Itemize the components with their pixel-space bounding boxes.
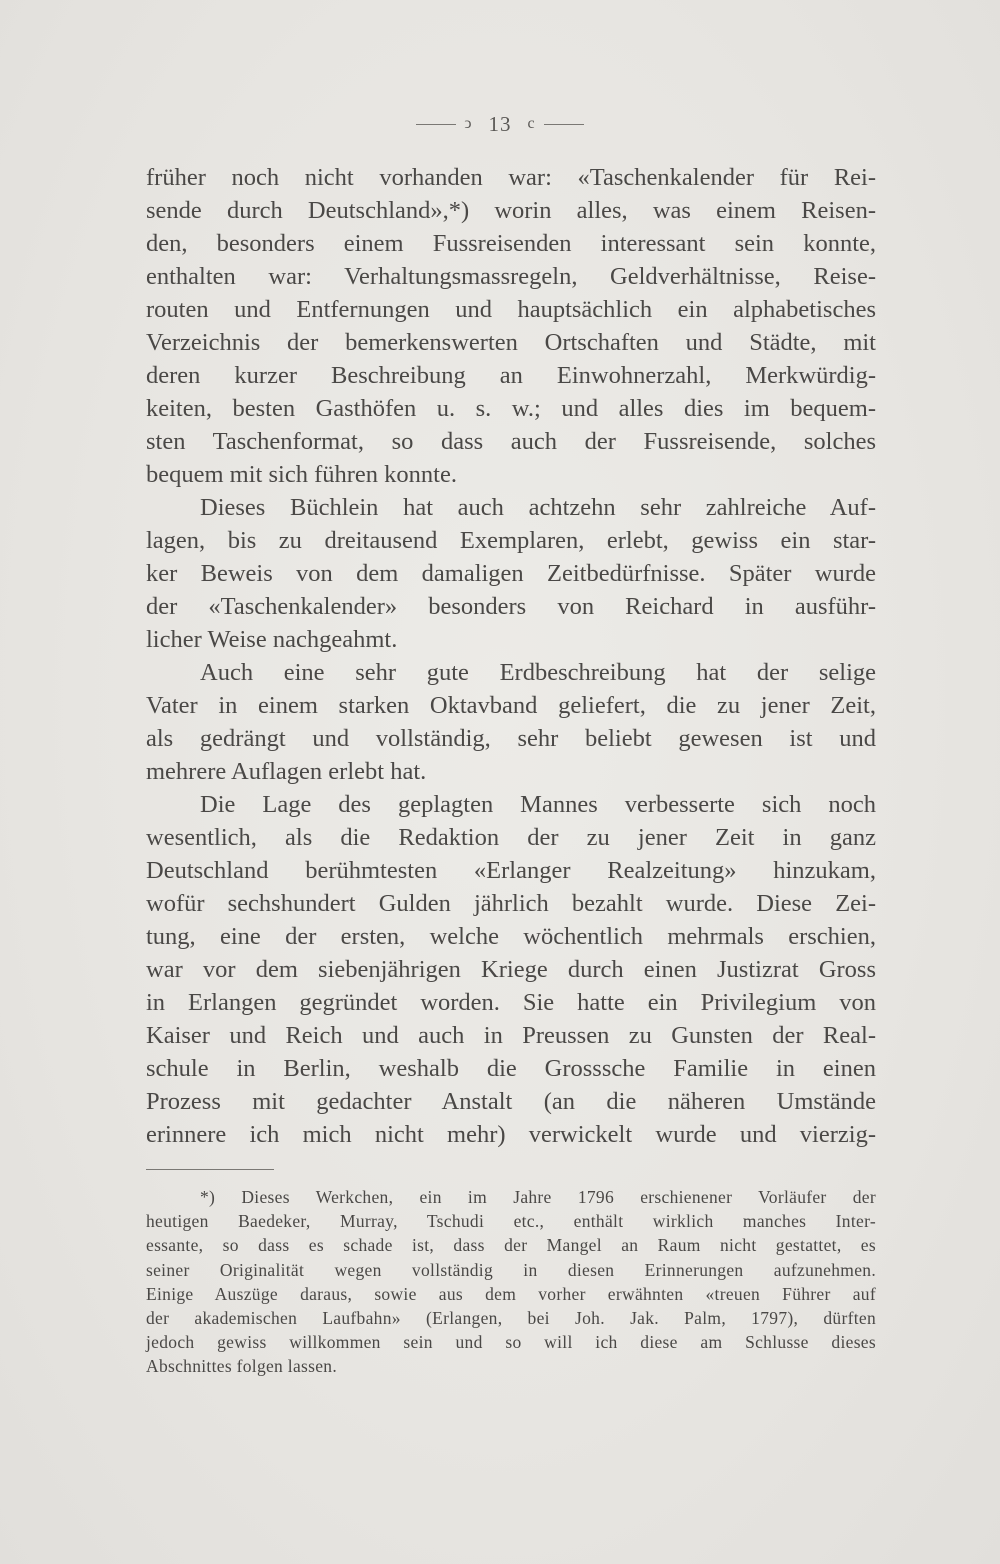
footnote-separator (146, 1169, 274, 1170)
text-line: schule in Berlin, weshalb die Grosssche Familie in einen (146, 1055, 876, 1082)
text-line: mehrere Auflagen erlebt hat. (146, 758, 427, 785)
text-line: routen und Entfernungen und hauptsächlich ein alphabetisches (146, 296, 876, 323)
text-line: ker Beweis von dem damaligen Zeitbedürfnisse. Später wurde (146, 560, 876, 587)
footnote-line: Einige Auszüge daraus, sowie aus dem vorher erwähnten «treuen Führer auf (146, 1283, 876, 1304)
footnote-line: heutigen Baedeker, Murray, Tschudi etc., enthält wirklich manches Inter- (146, 1211, 876, 1232)
footnote-line: der akademischen Laufbahn» (Erlangen, bei Joh. Jak. Palm, 1797), dürften (146, 1307, 876, 1328)
footnote-line: jedoch gewiss willkommen sein und so will ich diese am Schlusse dieses (146, 1332, 876, 1353)
page-header (0, 110, 1000, 137)
text-line: Verzeichnis der bemerkenswerten Ortschaften und Städte, mit (146, 329, 876, 356)
page-number: 13 (488, 111, 512, 136)
text-line: enthalten war: Verhaltungsmassregeln, Geldverhältnisse, Reise- (146, 263, 876, 290)
text-line: deren kurzer Beschreibung an Einwohnerzahl, Merkwürdig- (146, 362, 876, 389)
text-line: bequem mit sich führen konnte. (146, 461, 457, 488)
text-line: als gedrängt und vollständig, sehr beliebt gewesen ist und (146, 725, 876, 752)
text-line: Auch eine sehr gute Erdbeschreibung hat der selige (200, 659, 876, 686)
footnote-line: Abschnittes folgen lassen. (146, 1356, 338, 1377)
text-line: in Erlangen gegründet worden. Sie hatte ein Privilegium von (146, 989, 876, 1016)
text-line: wesentlich, als die Redaktion der zu jener Zeit in ganz (146, 824, 876, 851)
header-ornament-left: ↄ (464, 115, 473, 133)
text-line: Vater in einem starken Oktavband geliefert, die zu jener Zeit, (146, 692, 876, 719)
text-line: wofür sechshundert Gulden jährlich bezahlt wurde. Diese Zei- (146, 890, 876, 917)
footnote (146, 1185, 876, 1379)
text-line: Prozess mit gedachter Anstalt (an die näheren Umstände (146, 1088, 876, 1115)
text-line: war vor dem siebenjährigen Kriege durch einen Justizrat Gross (146, 956, 876, 983)
footnote-line: seiner Originalität wegen vollständig in diesen Erinnerungen aufzunehmen. (146, 1259, 876, 1280)
header-rule-right (544, 124, 584, 125)
text-line: der «Taschenkalender» besonders von Reichard in ausführ- (146, 593, 876, 620)
text-line: licher Weise nachgeahmt. (146, 626, 398, 653)
text-line: Kaiser und Reich und auch in Preussen zu Gunsten der Real- (146, 1022, 876, 1049)
footnote-line: essante, so dass es schade ist, dass der Mangel an Raum nicht gestattet, es (146, 1235, 876, 1256)
text-line: lagen, bis zu dreitausend Exemplaren, erlebt, gewiss ein star- (146, 527, 876, 554)
header-rule-left (416, 124, 456, 125)
text-line: erinnere ich mich nicht mehr) verwickelt wurde und vierzig- (146, 1121, 876, 1148)
text-line: tung, eine der ersten, welche wöchentlich mehrmals erschien, (146, 923, 876, 950)
footnote-line: *) Dieses Werkchen, ein im Jahre 1796 erschienener Vorläufer der (200, 1187, 876, 1207)
text-line: sten Taschenformat, so dass auch der Fussreisende, solches (146, 428, 876, 455)
text-line: Dieses Büchlein hat auch achtzehn sehr zahlreiche Auf- (200, 494, 876, 521)
text-line: früher noch nicht vorhanden war: «Taschenkalender für Rei- (146, 164, 876, 191)
main-text (146, 161, 876, 1151)
header-ornament-right: c (527, 115, 536, 133)
text-line: Die Lage des geplagten Mannes verbesserte sich noch (200, 791, 876, 818)
text-line: sende durch Deutschland»,*) worin alles, was einem Reisen- (146, 197, 876, 224)
text-line: keiten, besten Gasthöfen u. s. w.; und alles dies im bequem- (146, 395, 876, 422)
text-line: Deutschland berühmtesten «Erlanger Realzeitung» hinzukam, (146, 857, 876, 884)
text-line: den, besonders einem Fussreisenden interessant sein konnte, (146, 230, 876, 257)
